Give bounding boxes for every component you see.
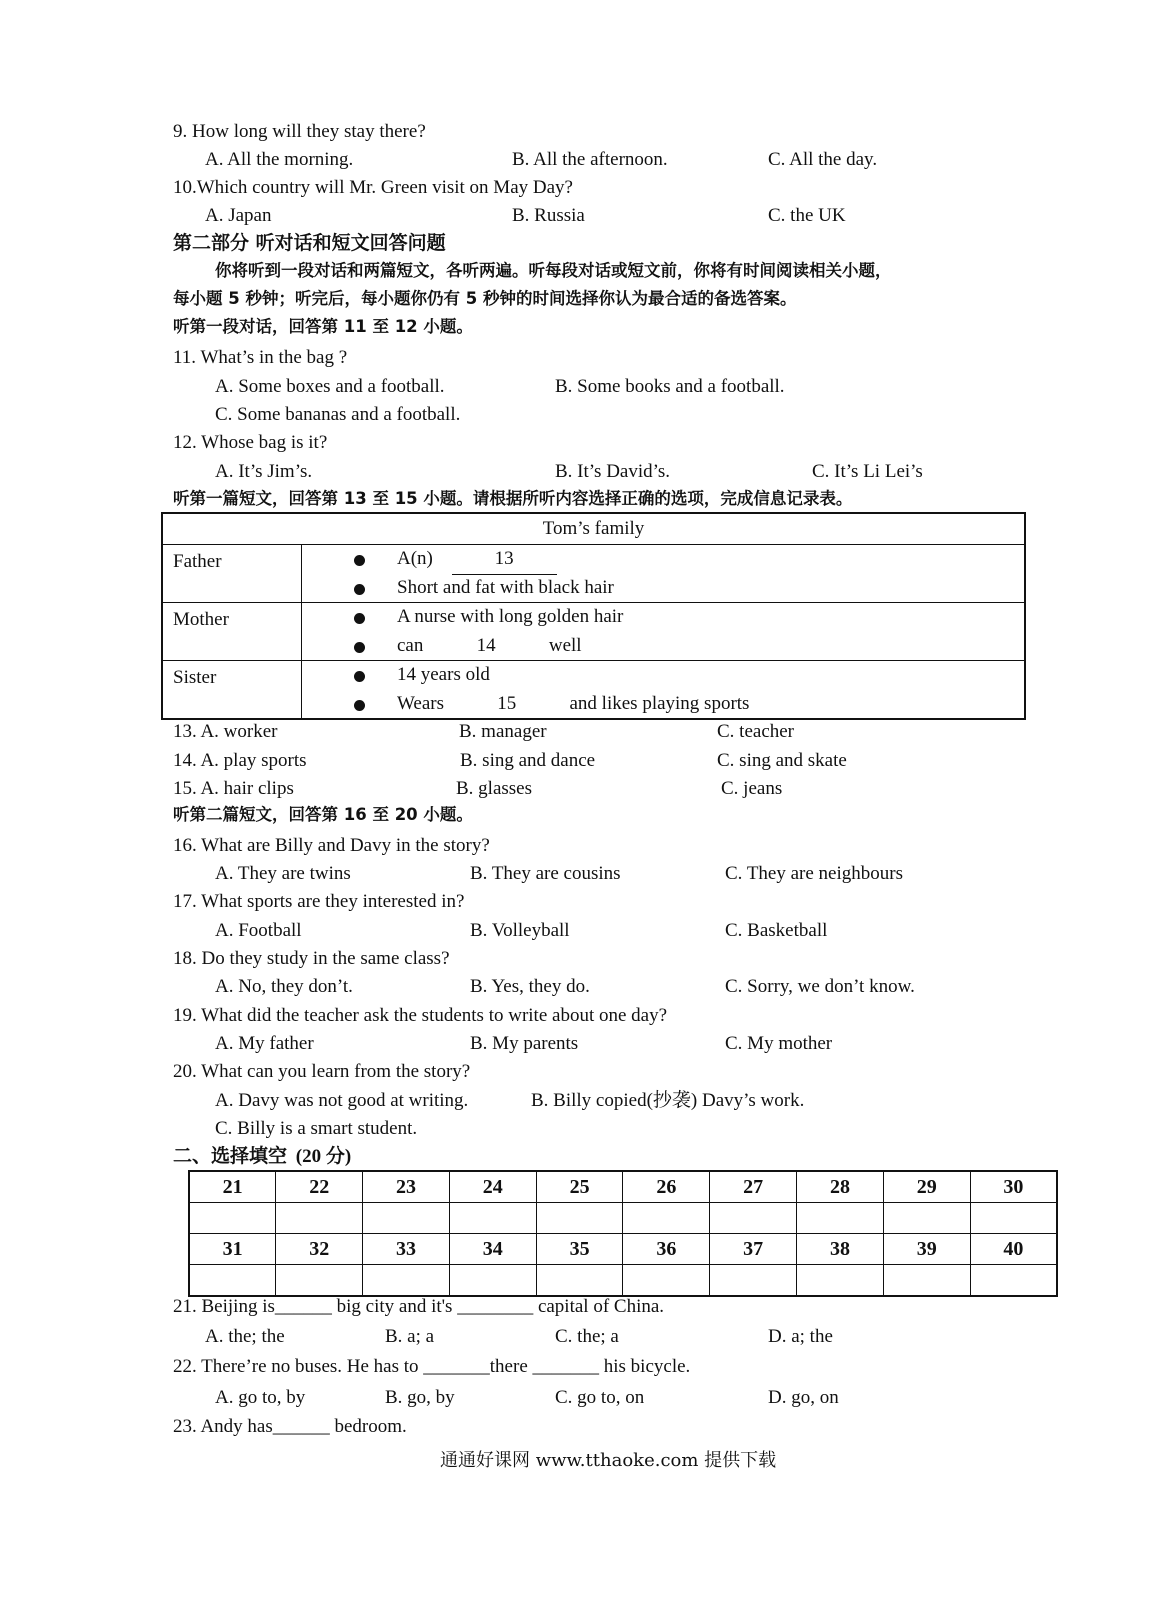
bullet-icon [354,642,365,653]
q12-option-b: B. It’s David’s. [555,461,671,482]
q11-option-b: B. Some books and a football. [555,376,785,397]
q21-option-c: C. the; a [555,1326,619,1347]
blank-13[interactable]: 13 [452,545,557,575]
grid-number: 35 [536,1234,623,1265]
q14-option-b: B. sing and dance [460,750,596,771]
bullet-icon [354,555,365,566]
part2-instruction-1: 你将听到一段对话和两篇短文，各听两遍。听每段对话或短文前，你将有时间阅读相关小题， [215,261,892,280]
answer-grid-input-row [189,1203,1057,1234]
q22-option-c: C. go to, on [555,1387,645,1408]
table-row-sister [162,661,1025,720]
answer-cell[interactable] [623,1265,710,1297]
q22-option-a: A. go to, by [215,1387,306,1408]
grid-number: 26 [623,1171,710,1203]
answer-cell[interactable] [883,1265,970,1297]
q15-option-b: B. glasses [456,778,532,799]
q10-option-c: C. the UK [768,205,846,226]
answer-grid-header-row [189,1234,1057,1265]
table-row-mother [162,603,1025,661]
q19-option-b: B. My parents [470,1033,579,1054]
answer-cell[interactable] [797,1265,884,1297]
grid-number: 24 [449,1171,536,1203]
q13-option-b: B. manager [459,721,547,742]
q10-option-b: B. Russia [512,205,585,226]
q9-option-b: B. All the afternoon. [512,149,668,170]
grid-number: 32 [276,1234,363,1265]
part2-instruction-2: 每小题 5 秒钟；听完后，每小题你仍有 5 秒钟的时间选择你认为最合适的备选答案。 [173,289,797,308]
bullet-icon [354,700,365,711]
table-row-father [162,545,1025,603]
section2-score: (20 分) [295,1146,352,1167]
grid-number: 30 [970,1171,1057,1203]
q10-option-a: A. Japan [205,205,272,226]
grid-number: 39 [883,1234,970,1265]
question-21: 21. Beijing is______ big city and it's ________ capital of China. [173,1296,665,1317]
answer-cell[interactable] [710,1265,797,1297]
q19-option-c: C. My mother [725,1033,833,1054]
q11-option-a: A. Some boxes and a football. [215,376,445,397]
answer-cell[interactable] [189,1265,276,1297]
bullet-icon [354,671,365,682]
q22-option-b: B. go, by [385,1387,455,1408]
row-label: Father [162,545,302,603]
blank-14[interactable]: 14 [438,632,534,662]
answer-cell[interactable] [623,1203,710,1234]
q16-option-b: B. They are cousins [470,863,621,884]
footer-watermark: 通通好课网 www.tthaoke.com 提供下载 [440,1450,777,1471]
q22-option-d: D. go, on [768,1387,839,1408]
blank-15[interactable]: 15 [459,690,555,720]
q14-option-a: 14. A. play sports [173,750,307,771]
section2-title: 二、选择填空 [173,1145,288,1167]
q15-option-c: C. jeans [721,778,783,799]
question-18: 18. Do they study in the same class? [173,948,450,969]
passage2-heading: 听第二篇短文，回答第 16 至 20 小题。 [173,805,473,824]
answer-cell[interactable] [970,1265,1057,1297]
answer-cell[interactable] [449,1203,536,1234]
part2-heading: 第二部分 听对话和短文回答问题 [173,232,446,254]
grid-number: 34 [449,1234,536,1265]
grid-number: 29 [883,1171,970,1203]
question-9: 9. How long will they stay there? [173,121,426,142]
q21-option-b: B. a; a [385,1326,435,1347]
item-text: and likes playing sports [569,692,750,714]
item-text: A(n) [397,548,433,569]
question-12: 12. Whose bag is it? [173,432,328,453]
answer-cell[interactable] [536,1265,623,1297]
answer-cell[interactable] [883,1203,970,1234]
answer-cell[interactable] [449,1265,536,1297]
grid-number: 36 [623,1234,710,1265]
toms-family-table [161,512,1026,720]
answer-grid [188,1170,1058,1297]
answer-cell[interactable] [363,1203,450,1234]
answer-cell[interactable] [189,1203,276,1234]
q12-option-a: A. It’s Jim’s. [215,461,313,482]
q20-option-a: A. Davy was not good at writing. [215,1090,469,1111]
q18-option-a: A. No, they don’t. [215,976,353,997]
q17-option-a: A. Football [215,920,302,941]
grid-number: 37 [710,1234,797,1265]
grid-number: 23 [363,1171,450,1203]
item-text: Short and fat with black hair [397,576,614,598]
q17-option-b: B. Volleyball [470,920,570,941]
item-text: can [397,634,424,656]
row-label: Sister [162,661,302,720]
item-text: A nurse with long golden hair [397,606,624,627]
q20-option-c: C. Billy is a smart student. [215,1118,418,1139]
answer-cell[interactable] [536,1203,623,1234]
grid-number: 38 [797,1234,884,1265]
question-22: 22. There’re no buses. He has to _______there _______ his bicycle. [173,1356,691,1377]
q18-option-b: B. Yes, they do. [470,976,590,997]
passage1-heading: 听第一篇短文，回答第 13 至 15 小题。请根据所听内容选择正确的选项，完成信息记录表。 [173,489,853,508]
q21-option-a: A. the; the [205,1326,285,1347]
question-16: 16. What are Billy and Davy in the story? [173,835,490,856]
row-label: Mother [162,603,302,661]
q13-option-a: 13. A. worker [173,721,278,742]
q17-option-c: C. Basketball [725,920,828,941]
bullet-icon [354,584,365,595]
q9-option-a: A. All the morning. [205,149,354,170]
q18-option-c: C. Sorry, we don’t know. [725,976,915,997]
q11-option-c: C. Some bananas and a football. [215,404,461,425]
answer-cell[interactable] [797,1203,884,1234]
q16-option-a: A. They are twins [215,863,351,884]
question-19: 19. What did the teacher ask the students to write about one day? [173,1005,668,1026]
q20-option-b: B. Billy copied(抄袭) Davy’s work. [531,1090,805,1111]
grid-number: 21 [189,1171,276,1203]
question-23: 23. Andy has______ bedroom. [173,1416,407,1437]
answer-cell[interactable] [363,1265,450,1297]
q14-option-c: C. sing and skate [717,750,847,771]
answer-cell[interactable] [970,1203,1057,1234]
grid-number: 33 [363,1234,450,1265]
dialog-heading: 听第一段对话，回答第 11 至 12 小题。 [173,317,473,336]
question-17: 17. What sports are they interested in? [173,891,465,912]
grid-number: 27 [710,1171,797,1203]
grid-number: 28 [797,1171,884,1203]
bullet-icon [354,613,365,624]
answer-grid-header-row [189,1171,1057,1203]
q15-option-a: 15. A. hair clips [173,778,294,799]
item-text: well [548,634,582,656]
grid-number: 31 [189,1234,276,1265]
section2-heading [173,1147,351,1166]
answer-grid-input-row [189,1265,1057,1297]
answer-cell[interactable] [276,1265,363,1297]
grid-number: 25 [536,1171,623,1203]
q21-option-d: D. a; the [768,1326,833,1347]
table-title: Tom’s family [162,513,1025,545]
q12-option-c: C. It’s Li Lei’s [812,461,923,482]
grid-number: 40 [970,1234,1057,1265]
q19-option-a: A. My father [215,1033,314,1054]
item-text: 14 years old [397,664,490,685]
q16-option-c: C. They are neighbours [725,863,903,884]
answer-cell[interactable] [710,1203,797,1234]
question-11: 11. What’s in the bag ? [173,347,348,368]
item-text: Wears [397,692,444,714]
q9-option-c: C. All the day. [768,149,878,170]
grid-number: 22 [276,1171,363,1203]
answer-cell[interactable] [276,1203,363,1234]
question-20: 20. What can you learn from the story? [173,1061,471,1082]
question-10: 10.Which country will Mr. Green visit on May Day? [173,177,573,198]
q13-option-c: C. teacher [717,721,795,742]
